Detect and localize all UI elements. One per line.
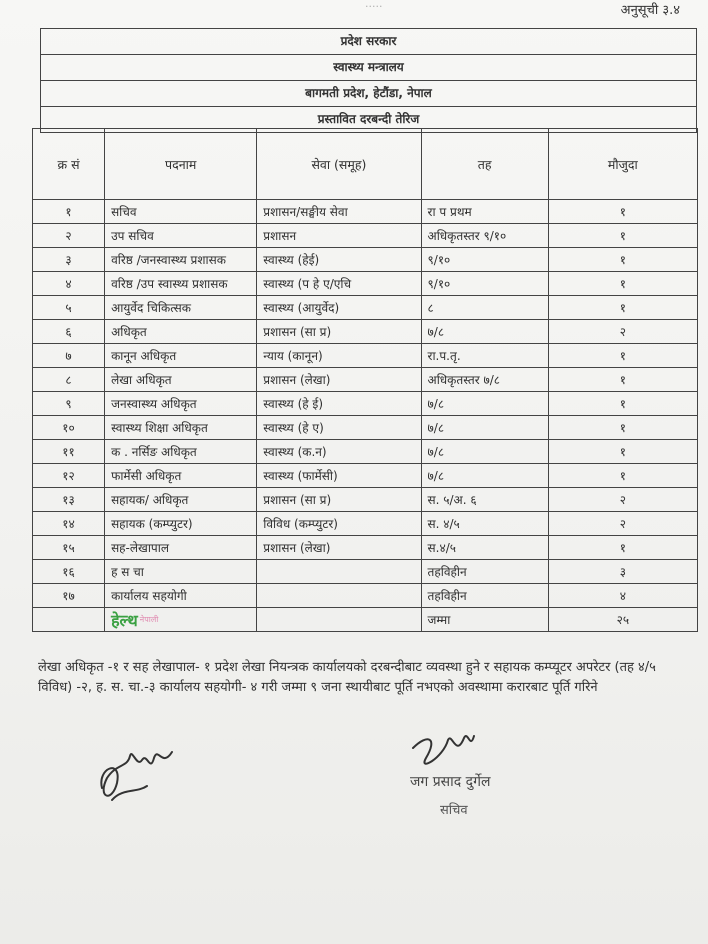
table-row xyxy=(33,296,698,320)
watermark-cell xyxy=(105,608,257,632)
cell-grade: रा.प.तृ. xyxy=(421,344,548,368)
cell-grade: ९/१० xyxy=(421,248,548,272)
cell-grade: ९/१० xyxy=(421,272,548,296)
cell-grade: ७/८ xyxy=(421,416,548,440)
position-table xyxy=(32,128,698,632)
cell-post: जनस्वास्थ्य अधिकृत xyxy=(105,392,257,416)
cell-count: १ xyxy=(548,536,697,560)
cell-grade: अधिकृतस्तर ७/८ xyxy=(421,368,548,392)
cell-post: क . नर्सिङ अधिकृत xyxy=(105,440,257,464)
cell-service: स्वास्थ्य (फार्मेसी) xyxy=(257,464,421,488)
table-row xyxy=(33,248,698,272)
cell-post: सहायक/ अधिकृत xyxy=(105,488,257,512)
cell-sn: १० xyxy=(33,416,105,440)
cell-service xyxy=(257,560,421,584)
cell-count: ४ xyxy=(548,584,697,608)
document-title: प्रस्तावित दरबन्दी तेरिज xyxy=(41,107,696,133)
cell-count: १ xyxy=(548,224,697,248)
cell-grade: ७/८ xyxy=(421,464,548,488)
cell-count: २ xyxy=(548,320,697,344)
government-heading: प्रदेश सरकार xyxy=(41,29,696,55)
table-row xyxy=(33,224,698,248)
table-row xyxy=(33,536,698,560)
cell-sn: ५ xyxy=(33,296,105,320)
total-empty-cell xyxy=(257,608,421,632)
cell-service: स्वास्थ्य (हे ए) xyxy=(257,416,421,440)
cell-grade: तहविहीन xyxy=(421,584,548,608)
top-stamp-mark: ····· xyxy=(365,0,383,13)
handwritten-initials-signature xyxy=(92,738,182,808)
cell-post: अधिकृत xyxy=(105,320,257,344)
cell-service: प्रशासन (लेखा) xyxy=(257,368,421,392)
cell-service: प्रशासन (सा प्र) xyxy=(257,320,421,344)
cell-post: सचिव xyxy=(105,200,257,224)
cell-post: वरिष्ठ /उप स्वास्थ्य प्रशासक xyxy=(105,272,257,296)
cell-service: प्रशासन (सा प्र) xyxy=(257,488,421,512)
table-row xyxy=(33,392,698,416)
cell-sn: १३ xyxy=(33,488,105,512)
table-body xyxy=(33,200,698,632)
cell-count: १ xyxy=(548,368,697,392)
cell-count: १ xyxy=(548,440,697,464)
cell-post: लेखा अधिकृत xyxy=(105,368,257,392)
cell-post: सह-लेखापाल xyxy=(105,536,257,560)
watermark-logo xyxy=(111,609,250,631)
table-row xyxy=(33,560,698,584)
col-header-post: पदनाम xyxy=(105,129,257,200)
col-header-service: सेवा (समूह) xyxy=(257,129,421,200)
cell-service: प्रशासन xyxy=(257,224,421,248)
cell-count: १ xyxy=(548,464,697,488)
cell-grade: स. ४/५ xyxy=(421,512,548,536)
cell-sn: १७ xyxy=(33,584,105,608)
cell-post: कार्यालय सहयोगी xyxy=(105,584,257,608)
cell-sn: ४ xyxy=(33,272,105,296)
table-row xyxy=(33,512,698,536)
col-header-sn: क्र सं xyxy=(33,129,105,200)
cell-count: २ xyxy=(548,512,697,536)
table-row xyxy=(33,488,698,512)
cell-grade: रा प प्रथम xyxy=(421,200,548,224)
table-row xyxy=(33,272,698,296)
cell-grade: स. ५/अ. ६ xyxy=(421,488,548,512)
cell-count: १ xyxy=(548,248,697,272)
cell-grade: अधिकृतस्तर ९/१० xyxy=(421,224,548,248)
cell-service: प्रशासन/सङ्घीय सेवा xyxy=(257,200,421,224)
cell-service: स्वास्थ्य (क.न) xyxy=(257,440,421,464)
cell-sn: ९ xyxy=(33,392,105,416)
cell-sn: ३ xyxy=(33,248,105,272)
cell-service: स्वास्थ्य (आयुर्वेद) xyxy=(257,296,421,320)
cell-grade: तहविहीन xyxy=(421,560,548,584)
cell-post: वरिष्ठ /जनस्वास्थ्य प्रशासक xyxy=(105,248,257,272)
table-row xyxy=(33,368,698,392)
cell-count: १ xyxy=(548,296,697,320)
table-row xyxy=(33,320,698,344)
cell-post: सहायक (कम्प्युटर) xyxy=(105,512,257,536)
cell-sn: ११ xyxy=(33,440,105,464)
cell-count: २ xyxy=(548,488,697,512)
cell-sn: ७ xyxy=(33,344,105,368)
cell-service: प्रशासन (लेखा) xyxy=(257,536,421,560)
footnote-text: लेखा अधिकृत -१ र सह लेखापाल- १ प्रदेश लेखा नियन्त्रक कार्यालयको दरबन्दीबाट व्यवस्था हुने र सहायक कम्प्यूटर अपरेटर (तह ४/५ विविध) -२, ह. स. चा.-३ कार्यालय सहयोगी- ४ गरी जम्मा ९ जना स्थायीबाट पूर्ति नभएको अवस्थामा करारबाट पूर्ति गरिने xyxy=(38,660,656,695)
cell-count: १ xyxy=(548,344,697,368)
cell-service: स्वास्थ्य (हे ई) xyxy=(257,392,421,416)
signatory-name: जग प्रसाद दुर्गेल xyxy=(410,774,491,790)
cell-post: फार्मेसी अधिकृत xyxy=(105,464,257,488)
cell-sn: २ xyxy=(33,224,105,248)
total-empty-cell xyxy=(33,608,105,632)
total-value: २५ xyxy=(548,608,697,632)
cell-count: १ xyxy=(548,416,697,440)
table-row xyxy=(33,416,698,440)
table-row xyxy=(33,440,698,464)
handwritten-signature xyxy=(408,728,478,778)
cell-sn: १४ xyxy=(33,512,105,536)
cell-grade: ७/८ xyxy=(421,392,548,416)
cell-service: स्वास्थ्य (प हे ए/एचि xyxy=(257,272,421,296)
table-row xyxy=(33,344,698,368)
cell-sn: १ xyxy=(33,200,105,224)
cell-count: १ xyxy=(548,200,697,224)
cell-post: कानून अधिकृत xyxy=(105,344,257,368)
total-label: जम्मा xyxy=(421,608,548,632)
total-row xyxy=(33,608,698,632)
cell-sn: १२ xyxy=(33,464,105,488)
location-heading: बागमती प्रदेश, हेटौंडा, नेपाल xyxy=(41,81,696,107)
cell-service xyxy=(257,584,421,608)
annex-label: अनुसूची ३.४ xyxy=(620,3,680,18)
cell-service: न्याय (कानून) xyxy=(257,344,421,368)
table-row xyxy=(33,584,698,608)
col-header-count: मौजुदा xyxy=(548,129,697,200)
cell-sn: १५ xyxy=(33,536,105,560)
watermark-brand: हेल्थ xyxy=(111,610,138,630)
cell-post: आयुर्वेद चिकित्सक xyxy=(105,296,257,320)
cell-count: ३ xyxy=(548,560,697,584)
table-row xyxy=(33,464,698,488)
table-header-row xyxy=(33,129,698,200)
cell-sn: १६ xyxy=(33,560,105,584)
ministry-heading: स्वास्थ्य मन्त्रालय xyxy=(41,55,696,81)
cell-sn: ६ xyxy=(33,320,105,344)
cell-post: ह स चा xyxy=(105,560,257,584)
cell-service: स्वास्थ्य (हेई) xyxy=(257,248,421,272)
header-block xyxy=(40,28,697,133)
signatory-title: सचिव xyxy=(440,803,468,818)
cell-post: स्वास्थ्य शिक्षा अधिकृत xyxy=(105,416,257,440)
cell-post: उप सचिव xyxy=(105,224,257,248)
cell-service: विविध (कम्प्युटर) xyxy=(257,512,421,536)
cell-sn: ८ xyxy=(33,368,105,392)
cell-count: १ xyxy=(548,272,697,296)
cell-grade: ७/८ xyxy=(421,440,548,464)
cell-count: १ xyxy=(548,392,697,416)
cell-grade: स.४/५ xyxy=(421,536,548,560)
cell-grade: ७/८ xyxy=(421,320,548,344)
table-row xyxy=(33,200,698,224)
cell-grade: ८ xyxy=(421,296,548,320)
col-header-grade: तह xyxy=(421,129,548,200)
watermark-sub: नेपाली xyxy=(139,615,159,624)
